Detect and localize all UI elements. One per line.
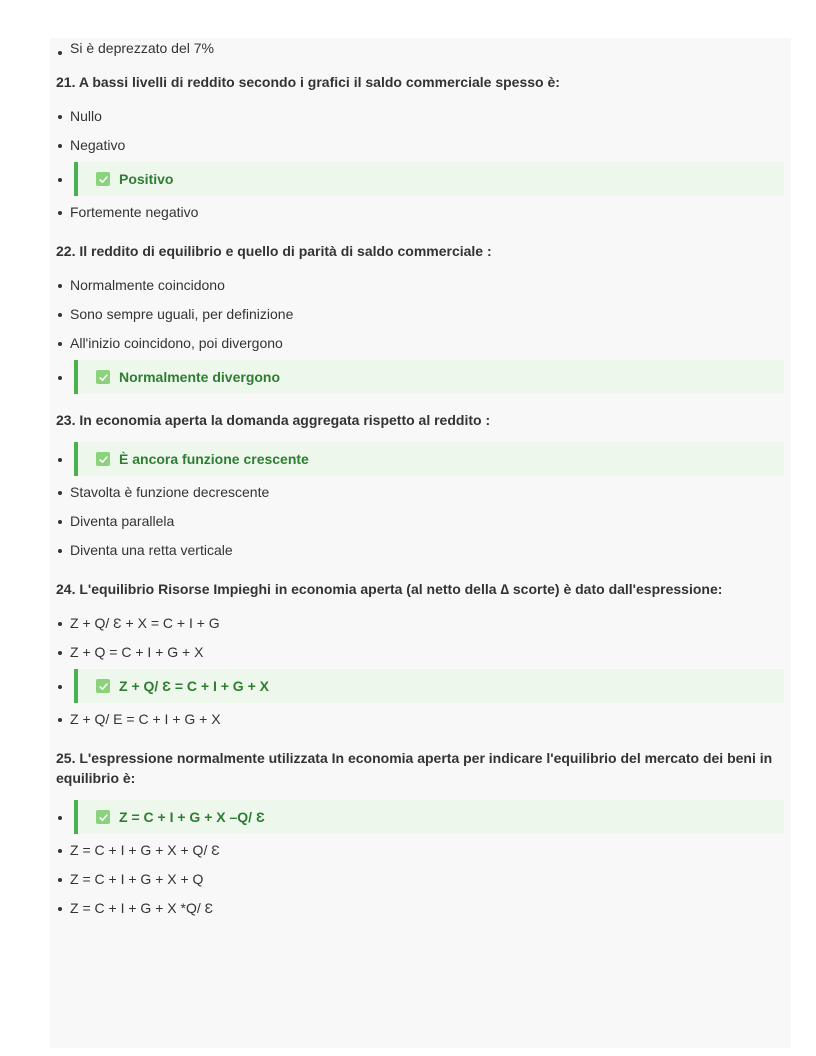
correct-answer-highlight — [74, 669, 784, 703]
previous-options — [56, 38, 784, 58]
option-text: Si è deprezzato del 7% — [70, 40, 214, 56]
answer-option — [56, 638, 784, 667]
answer-option — [56, 609, 784, 638]
answer-text: Z + Q/ E = C + I + G + X — [70, 711, 221, 727]
answer-text: Z + Q = C + I + G + X — [70, 644, 204, 660]
answer-list — [56, 800, 784, 923]
answer-text: Positivo — [119, 170, 174, 187]
question-title: 23. In economia aperta la domanda aggregata rispetto al reddito : — [56, 412, 491, 428]
correct-answer — [56, 800, 784, 834]
question-block — [56, 396, 784, 565]
answer-option — [56, 478, 784, 507]
answer-option — [56, 131, 784, 160]
correct-answer — [56, 162, 784, 196]
checkmark-icon — [96, 679, 110, 693]
answer-text: Z = C + I + G + X –Q/ Ɛ — [119, 808, 265, 825]
answer-text: Nullo — [70, 108, 102, 124]
answer-text: È ancora funzione crescente — [119, 450, 309, 467]
answer-option — [56, 329, 784, 358]
answer-option — [56, 300, 784, 329]
option-item — [56, 38, 784, 58]
answer-text: Sono sempre uguali, per definizione — [70, 306, 294, 322]
question-list — [56, 58, 784, 923]
answer-option — [56, 836, 784, 865]
answer-option — [56, 271, 784, 300]
question-title: 22. Il reddito di equilibrio e quello di parità di saldo commerciale : — [56, 243, 492, 259]
question-title: 24. L'equilibrio Risorse Impieghi in economia aperta (al netto della ∆ scorte) è dato dall'espressione: — [56, 581, 723, 597]
answer-list — [56, 442, 784, 565]
question-block — [56, 565, 784, 734]
answer-text: Negativo — [70, 137, 126, 153]
correct-answer-highlight — [74, 442, 784, 476]
correct-answer — [56, 442, 784, 476]
question-block — [56, 734, 784, 923]
answer-text: Z + Q/ Ɛ + X = C + I + G — [70, 615, 220, 631]
question-title: 21. A bassi livelli di reddito secondo i grafici il saldo commerciale spesso è: — [56, 74, 560, 90]
answer-text: Fortemente negativo — [70, 204, 199, 220]
answer-list — [56, 271, 784, 394]
answer-option — [56, 705, 784, 734]
answer-option — [56, 507, 784, 536]
answer-text: Stavolta è funzione decrescente — [70, 484, 270, 500]
question-title: 25. L'espressione normalmente utilizzata In economia aperta per indicare l'equilibrio del mercato dei beni in equilibrio è: — [56, 750, 773, 786]
answer-text: Z = C + I + G + X + Q — [70, 871, 204, 887]
question-block — [56, 58, 784, 227]
answer-text: Z + Q/ Ɛ = C + I + G + X — [119, 677, 269, 694]
answer-option — [56, 102, 784, 131]
answer-text: Z = C + I + G + X *Q/ Ɛ — [70, 900, 214, 916]
answer-text: Normalmente divergono — [119, 368, 281, 385]
correct-answer — [56, 360, 784, 394]
answer-option — [56, 198, 784, 227]
answer-text: Diventa una retta verticale — [70, 542, 233, 558]
answer-option — [56, 536, 784, 565]
checkmark-icon — [96, 452, 110, 466]
correct-answer-highlight — [74, 800, 784, 834]
answer-option — [56, 894, 784, 923]
correct-answer-highlight — [74, 360, 784, 394]
answer-list — [56, 102, 784, 227]
correct-answer — [56, 669, 784, 703]
checkmark-icon — [96, 810, 110, 824]
checkmark-icon — [96, 370, 110, 384]
quiz-content — [56, 38, 784, 923]
correct-answer-highlight — [74, 162, 784, 196]
answer-option — [56, 865, 784, 894]
answer-text: Diventa parallela — [70, 513, 175, 529]
question-block — [56, 227, 784, 394]
answer-text: All'inizio coincidono, poi divergono — [70, 335, 283, 351]
answer-text: Normalmente coincidono — [70, 277, 225, 293]
answer-text: Z = C + I + G + X + Q/ Ɛ — [70, 842, 220, 858]
answer-list — [56, 609, 784, 734]
checkmark-icon — [96, 172, 110, 186]
